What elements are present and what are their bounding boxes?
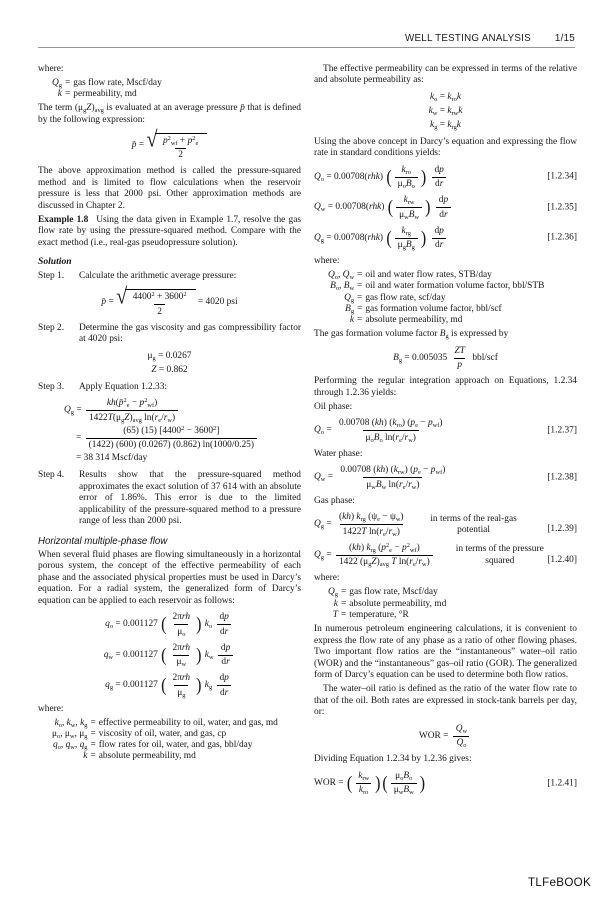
numerator: $k_{rw}$	[403, 195, 415, 207]
fraction	[218, 643, 233, 669]
equation-line	[38, 351, 301, 363]
numerator: $k_{ro}$	[401, 164, 411, 176]
equation-number: [1.2.36]	[547, 232, 577, 243]
right-column	[314, 61, 577, 801]
fraction	[431, 226, 446, 252]
equation-number: [1.2.41]	[547, 777, 577, 788]
denominator: $\mu_o$	[174, 624, 188, 638]
definition-symbol: $Q_g$	[328, 587, 338, 599]
solution-step	[38, 323, 301, 346]
open-paren: (	[161, 675, 167, 696]
equals-sign: =	[357, 281, 363, 292]
step-label: Step 1.	[38, 271, 65, 282]
numerator: ZT	[454, 345, 465, 356]
definition-list	[52, 78, 162, 101]
left-column	[38, 61, 301, 766]
equals-sign: =	[357, 292, 363, 303]
equation	[38, 284, 301, 318]
equation	[314, 165, 577, 191]
equation	[314, 418, 577, 444]
paragraph: where:	[314, 256, 340, 266]
definition-text: absolute permeability, md	[349, 598, 447, 609]
definition-symbol: $B_g$	[345, 303, 355, 315]
equation	[314, 724, 577, 750]
math-text: = 4020 psi	[195, 296, 238, 307]
equation	[314, 92, 577, 132]
denominator: dr	[218, 655, 232, 669]
definition-text: oil and water formation volume factor, bbl/STB	[365, 281, 545, 292]
equation-line	[314, 92, 577, 104]
paragraph: In numerous petroleum engineering calculations, it is convenient to express the flow rate of any phase as a ratio of other flowing phases. Two important flow ratios are the “instantaneous” water–oil ratio (WOR) and the “instantaneous” gas–oil ratio (GOR). The generalized form of Darcy’s equation can be used to determine both flow ratios.	[314, 624, 577, 681]
equation-line	[38, 673, 301, 699]
equals-sign: =	[90, 751, 96, 762]
math-text: =	[76, 432, 84, 443]
denominator: $\mu_gB_g$	[395, 238, 418, 252]
paragraph: Dividing Equation 1.2.34 by 1.2.36 gives:	[314, 754, 472, 765]
denominator: 1422 $(\mu_gZ)_{avg}$ T $\ln(r_e/r_w)$	[336, 555, 433, 569]
equals-sign: =	[90, 717, 96, 728]
definition-row	[328, 599, 446, 610]
paragraph: The water–oil ratio is defined as the ratio of the water flow rate to that of the oil. Both rates are expressed in stock-tank barrels per day, or:	[314, 684, 577, 718]
fraction	[216, 673, 231, 699]
equation	[314, 346, 577, 372]
numerator: $k_{rw}$	[358, 770, 370, 782]
denominator: (1422) (600) (0.0267) (0.862) ln(1000/0.25)	[86, 438, 257, 452]
denominator: dr	[432, 177, 446, 191]
solution-heading: Solution	[38, 256, 72, 268]
equals-sign: =	[64, 77, 71, 88]
equation-note: in terms of the real-gas potential	[430, 513, 517, 536]
definition-text: gas flow rate, Mscf/day	[73, 77, 162, 88]
fraction	[170, 673, 194, 699]
footer-brand: TLFeBOOK	[528, 876, 591, 889]
definition-symbol: k	[83, 751, 88, 762]
numerator: dp	[220, 642, 231, 653]
radicand	[155, 133, 207, 162]
fraction	[395, 165, 418, 191]
definition-symbol: k	[57, 88, 62, 99]
section-heading: Horizontal multiple-phase flow	[38, 535, 168, 547]
math-text: $k_g = k_{rg}k$	[430, 119, 461, 131]
definition-list	[52, 718, 278, 763]
equals-sign: =	[340, 587, 347, 598]
numerator: $k_{rg}$	[401, 225, 411, 237]
open-paren: (	[382, 773, 388, 794]
fraction	[170, 643, 194, 669]
denominator: dr	[436, 207, 450, 221]
definition-text: gas flow rate, Mscf/day	[349, 587, 438, 598]
equation-number: [1.2.35]	[547, 202, 577, 212]
definition-row	[52, 718, 278, 729]
numerator: dp	[219, 612, 229, 623]
math-text: $k_o$	[204, 619, 213, 631]
close-paren: )	[420, 227, 427, 249]
numerator: dp	[434, 225, 444, 236]
equation-line	[314, 195, 577, 221]
fraction	[170, 612, 194, 638]
equation-number: [1.2.38]	[547, 472, 577, 483]
definition-text: viscosity of oil, water, and gas, cp	[98, 728, 227, 739]
definition-text: gas formation volume factor, bbl/scf	[365, 303, 502, 314]
equation	[314, 465, 577, 491]
definition-symbol: $Q_g$	[52, 77, 62, 89]
equation-line	[38, 127, 301, 161]
definition-row	[328, 270, 544, 281]
math-text	[427, 172, 429, 184]
equation-line	[314, 512, 577, 538]
equation	[38, 398, 301, 465]
definition-symbol: k	[349, 315, 355, 326]
equals-sign: =	[340, 610, 347, 621]
denominator: $\mu_wB_w$ $\ln(r_e/r_w)$	[363, 477, 422, 491]
fraction	[336, 512, 407, 538]
fraction	[130, 292, 190, 318]
definition-symbol: $k_o$, $k_w$, $k_g$	[54, 717, 88, 729]
math-text: $k_w = k_{rw}k$	[428, 105, 463, 117]
definition-symbol: k	[333, 598, 338, 609]
equation-line	[38, 284, 301, 318]
equals-sign: =	[340, 598, 347, 609]
denominator: dr	[217, 685, 231, 699]
math-text: WOR =	[418, 730, 451, 741]
equation	[314, 195, 577, 221]
denominator: $1422T(\mu_gZ)_{avg}$ $\ln(r_e/r_w)$	[86, 410, 178, 424]
definition-text: effective permeability to oil, water, and gas, md	[98, 717, 278, 728]
close-paren: )	[375, 773, 381, 794]
math-text: $k_w$	[204, 649, 214, 661]
equation-line	[314, 465, 577, 491]
equation-number: [1.2.40]	[547, 554, 577, 565]
definition-row	[328, 281, 544, 292]
numerator: $Q_w$	[455, 723, 468, 735]
numerator: (kh) $k_{rg}$ $(p^2_e - p^2_{wf})$	[349, 541, 420, 555]
paragraph: The term $(\mu_gZ)_{avg}$ is evaluated at an average pressure p̄ that is defined by the following expression:	[38, 103, 301, 125]
definition-symbol: $Q_o$, $Q_w$	[328, 270, 355, 282]
denominator: $\mu_wB_w$	[396, 207, 422, 221]
denominator: $\mu_oB_o$ $\ln(r_e/r_w)$	[363, 430, 419, 444]
math-text: p̄ =	[131, 140, 147, 151]
math-text: $Q_g$ =	[314, 519, 334, 531]
paragraph: Oil phase:	[314, 401, 353, 412]
definition-text: flow rates for oil, water, and gas, bbl/day	[98, 740, 253, 751]
solution-step	[38, 382, 301, 394]
numerator: $4400^2 + 3600^2$	[132, 290, 187, 303]
fraction	[453, 724, 470, 750]
equals-sign: =	[90, 740, 96, 751]
math-text: = 38 314 Mscf/day	[76, 453, 148, 464]
definition-text: absolute permeability, md	[98, 751, 196, 762]
radicand	[125, 289, 196, 318]
fraction	[431, 165, 446, 191]
close-paren: )	[196, 644, 202, 666]
numerator: $\mu_oB_o$	[395, 770, 413, 782]
denominator: p	[454, 358, 465, 372]
step-text: Results show that the pressure-squared method approximates the exact solution of 37 614 with an absolute error of 1.86%. This error is due to the limited applicability of the pressure-squared method to a pressure range of less than 2000 psi.	[79, 470, 301, 527]
fraction	[436, 195, 451, 221]
numerator: kh(p̄$^2_e$ − $p^2_{wf}$)	[106, 396, 158, 410]
equation	[314, 543, 577, 569]
equation-line	[314, 543, 577, 569]
equation-note: in terms of the pressure squared	[455, 544, 544, 566]
definition-symbol: $Q_g$	[344, 292, 355, 304]
fraction	[391, 771, 417, 797]
equation-line	[76, 426, 301, 452]
step-text: Apply Equation 1.2.33:	[79, 381, 168, 392]
paragraph: The above approximation method is called the pressure-squared method and is limited to flow calculations when the reservoir pressure is less that 2000 psi. Other approximation methods are discussed in Chapter 2.	[38, 166, 301, 211]
definition-row	[328, 315, 544, 326]
equation-line	[76, 453, 301, 465]
equation	[38, 673, 301, 699]
equation-line	[314, 771, 577, 797]
close-paren: )	[419, 773, 426, 794]
denominator: dr	[432, 238, 446, 252]
equation	[38, 351, 301, 377]
denominator: 1422T $\ln(r_e/r_w)$	[340, 524, 403, 538]
denominator: 2	[175, 148, 186, 162]
equation-line	[38, 365, 301, 377]
denominator: 2	[154, 304, 165, 318]
fraction	[337, 465, 448, 491]
numerator: 0.00708 (kh) $(k_{rw}) (p_e - p_{wf})$	[340, 465, 446, 477]
definition-text: temperature, °R	[349, 610, 409, 621]
numerator: 2πrh	[172, 642, 191, 653]
numerator: (kh) $k_{rg}$ $(\psi_e - \psi_w)$	[338, 512, 404, 524]
fraction	[86, 398, 178, 424]
denominator: $\mu_g$	[174, 685, 188, 699]
math-text: $k_o = k_{ro}k$	[430, 91, 461, 103]
numerator: 0.00708 (kh) $(k_{ro}) (p_e - p_{wf})$	[338, 418, 443, 430]
paragraph: Performing the regular integration approach on Equations, 1.2.34 through 1.2.36 yields:	[314, 376, 577, 398]
equation-line	[38, 643, 301, 669]
fraction	[452, 346, 468, 372]
radical-sign: √	[146, 127, 158, 153]
step-label: Step 3.	[38, 381, 65, 392]
math-text: WOR =	[314, 777, 346, 788]
math-text: $q_o = 0.001127$	[105, 619, 161, 631]
radical-sign: √	[116, 284, 128, 309]
math-text: p̄ =	[101, 296, 117, 307]
equals-sign: =	[357, 315, 363, 326]
math-text: Z = 0.862	[151, 364, 188, 375]
definition-symbol: $q_o$, $q_w$, $q_g$	[53, 740, 88, 752]
numerator: 2πrh	[172, 673, 191, 684]
equation-line	[64, 398, 301, 424]
numerator: (65) (15) $[4400^2 - 3600^2]$	[123, 424, 220, 436]
definition-symbol: T	[332, 610, 338, 621]
definition-row	[52, 740, 278, 751]
paragraph: Water phase:	[314, 448, 363, 459]
equation	[38, 127, 301, 161]
equals-sign: =	[357, 270, 363, 280]
definition-symbol: $\mu_o$, $\mu_w$, $\mu_g$	[52, 728, 88, 740]
definition-symbol: $B_o$, $B_w$	[330, 281, 355, 293]
close-paren: )	[196, 614, 202, 635]
solution-step	[38, 271, 301, 283]
definition-row	[328, 293, 544, 304]
equals-sign: =	[64, 88, 71, 99]
fraction	[216, 612, 231, 638]
equation-number: [1.2.37]	[547, 425, 577, 436]
fraction	[355, 771, 372, 797]
paragraph: where:	[38, 703, 64, 714]
equals-sign: =	[357, 303, 363, 314]
equation-line	[314, 346, 577, 372]
numerator: $p^2_{wf} + p^2_e$	[162, 134, 199, 147]
math-text: $Q_w$ =	[314, 472, 336, 484]
math-text	[427, 233, 429, 245]
open-paren: (	[161, 644, 167, 666]
equation-number: [1.2.34]	[547, 171, 577, 182]
paragraph: Using the above concept in Darcy’s equation and expressing the flow rate in standard conditions yields:	[314, 136, 577, 158]
square-root	[116, 284, 195, 318]
denominator: dr	[217, 624, 231, 638]
math-text: $k_g$	[204, 680, 213, 692]
math-text: $Q_o = 0.00708(rhk)$	[314, 171, 386, 183]
equation	[38, 612, 301, 638]
equation-line	[314, 418, 577, 444]
definition-row	[52, 89, 162, 100]
close-paren: )	[420, 166, 427, 188]
open-paren: (	[161, 614, 167, 635]
definition-row	[52, 751, 278, 762]
paragraph: The gas formation volume factor $B_g$ is expressed by	[314, 329, 509, 341]
math-text: $Q_o$ =	[314, 425, 334, 437]
paragraph: When several fluid phases are flowing simultaneously in a horizontal porous system, the concept of the effective permeability of each phase and the associated physical properties must be used in Darcy’s equation. For a radial system, the generalized form of Darcy’s equation can be applied to each reservoir as follows:	[38, 549, 301, 606]
header-title: WELL TESTING ANALYSIS	[404, 33, 531, 44]
definition-list	[328, 270, 544, 326]
open-paren: (	[386, 166, 392, 188]
definition-list	[328, 587, 446, 621]
definition-text: absolute permeability, md	[365, 315, 463, 326]
fraction	[160, 136, 201, 162]
math-text: $\mu_g = 0.0267$	[147, 350, 192, 362]
equation-line	[314, 724, 577, 750]
definition-text: oil and water flow rates, STB/day	[365, 270, 492, 280]
fraction	[336, 543, 433, 569]
math-text: bbl/scf	[469, 352, 498, 363]
definition-text: gas flow rate, scf/day	[365, 292, 446, 303]
equals-sign: =	[90, 728, 96, 739]
denominator: $\mu_w$	[173, 655, 189, 669]
equation-line	[314, 106, 577, 118]
math-text	[431, 202, 433, 214]
fraction	[336, 418, 446, 444]
numerator: dp	[434, 164, 444, 175]
step-label: Step 2.	[38, 322, 65, 333]
fraction	[86, 426, 257, 452]
equation-line	[314, 120, 577, 132]
math-text: $Q_g = 0.00708(rhk)$	[314, 232, 386, 244]
math-text: $q_w = 0.001127$	[103, 649, 161, 661]
page-header	[0, 0, 604, 44]
step-label: Step 4.	[38, 470, 65, 481]
paragraph: The effective permeability can be expressed in terms of the relative and absolute permeability as:	[314, 63, 577, 85]
equation	[314, 512, 577, 538]
step-text: Determine the gas viscosity and gas compressibility factor at 4020 psi:	[79, 322, 301, 345]
denominator: $Q_o$	[453, 736, 469, 750]
definition-text: permeability, md	[73, 88, 137, 99]
equation-line	[314, 226, 577, 252]
numerator: 2πrh	[172, 612, 191, 623]
equation-line	[38, 612, 301, 638]
fraction	[395, 226, 418, 252]
close-paren: )	[425, 197, 431, 218]
math-text: $Q_g$ =	[314, 549, 334, 562]
paragraph: where:	[38, 63, 64, 74]
math-text: $B_g = 0.005035$	[393, 352, 450, 365]
math-text: $Q_g$ =	[64, 405, 84, 417]
definition-row	[52, 729, 278, 740]
denominator: $\mu_wB_w$	[391, 783, 417, 797]
solution-step	[38, 470, 301, 528]
content-columns	[0, 48, 604, 801]
definition-row	[328, 610, 446, 621]
equation	[314, 771, 577, 797]
open-paren: (	[387, 197, 394, 218]
paragraph: Gas phase:	[314, 495, 355, 506]
fraction	[396, 195, 422, 221]
denominator: $k_{ro}$	[356, 783, 371, 797]
numerator: dp	[219, 673, 229, 684]
paragraph: where:	[314, 573, 340, 584]
equation-line	[314, 165, 577, 191]
equation	[38, 643, 301, 669]
denominator: $\mu_oB_o$	[395, 177, 418, 191]
numerator: dp	[438, 195, 449, 205]
open-paren: (	[346, 773, 353, 794]
header-page-number: 1/15	[554, 33, 575, 44]
equation-number: [1.2.39]	[547, 524, 577, 535]
paragraph: Example 1.8 Using the data given in Example 1.7, resolve the gas flow rate by using the pressure-squared method. Compare with the exact method (i.e., real-gas pseudopressure solution).	[38, 214, 301, 248]
math-text: $q_g = 0.001127$	[105, 680, 161, 692]
definition-row	[52, 78, 162, 89]
equation	[314, 226, 577, 252]
step-text: Calculate the arithmetic average pressure:	[79, 271, 237, 282]
open-paren: (	[386, 227, 392, 249]
math-text: $Q_w = 0.00708(rhk)$	[314, 202, 387, 214]
square-root	[146, 127, 207, 161]
close-paren: )	[196, 675, 202, 696]
definition-row	[328, 304, 544, 315]
definition-row	[328, 587, 446, 598]
